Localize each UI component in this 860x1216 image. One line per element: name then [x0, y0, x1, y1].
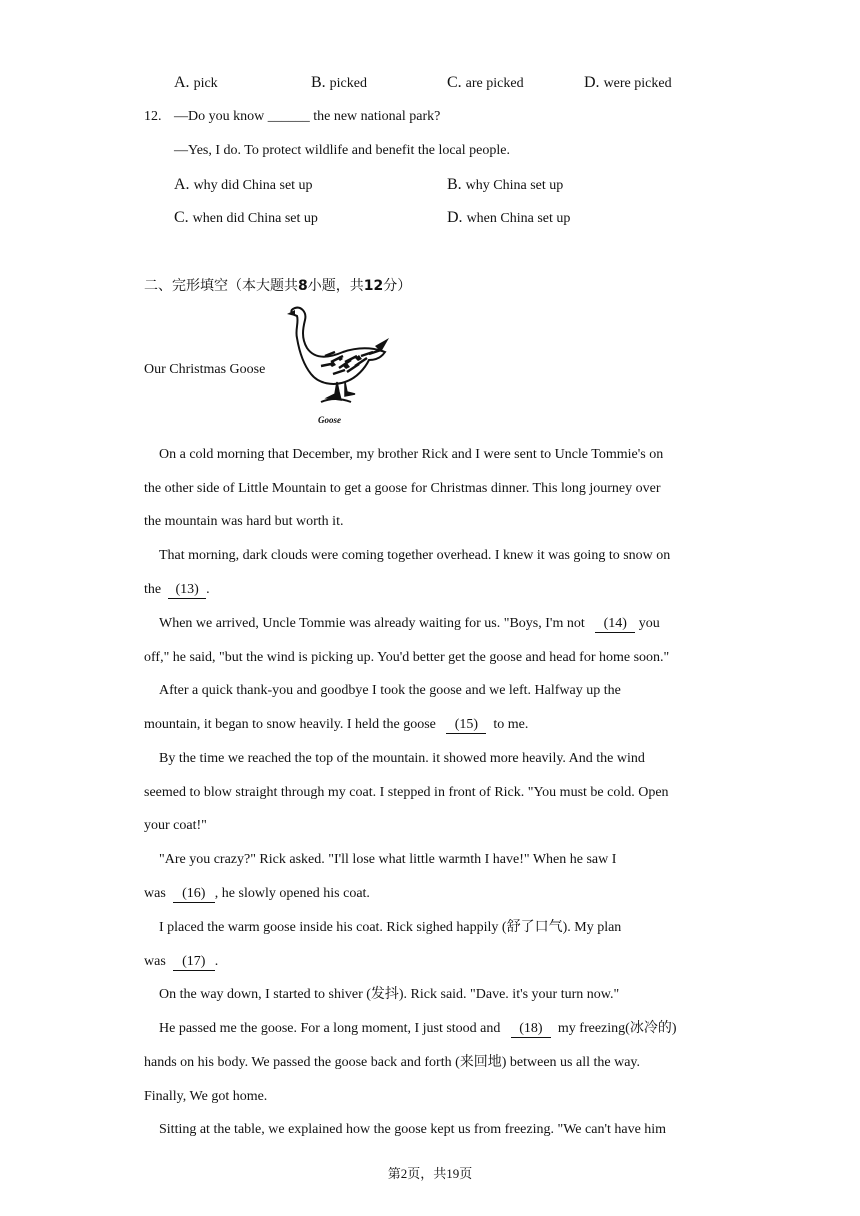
q11-option-a: A. pick	[174, 74, 218, 91]
q12-question: —Do you know ______ the new national park?	[174, 109, 441, 124]
passage-line: was (16) , he slowly opened his coat.	[144, 886, 370, 901]
blank-15[interactable]: (15)	[446, 717, 486, 734]
passage-line: On a cold morning that December, my brother Rick and I were sent to Uncle Tommie's on	[159, 447, 664, 462]
q12-answer-line: —Yes, I do. To protect wildlife and benefit the local people.	[174, 143, 510, 158]
goose-caption: Goose	[318, 415, 341, 425]
q11-option-c: C. are picked	[447, 74, 524, 91]
q12-option-a: A. why did China set up	[174, 176, 313, 193]
blank-13[interactable]: (13)	[168, 582, 206, 599]
q12-option-c: C. when did China set up	[174, 209, 318, 226]
passage-line: seemed to blow straight through my coat. I stepped in front of Rick. "You must be cold. Open	[144, 785, 669, 800]
passage-line: When we arrived, Uncle Tommie was already waiting for us. "Boys, I'm not (14) you	[159, 616, 660, 631]
q12-number: 12.	[144, 109, 162, 124]
passage-line: the mountain was hard but worth it.	[144, 514, 344, 529]
passage-line: "Are you crazy?" Rick asked. "I'll lose what little warmth I have!" When he saw I	[159, 852, 617, 867]
passage-line: the (13) .	[144, 582, 210, 597]
passage-title: Our Christmas Goose	[144, 362, 266, 377]
blank-17[interactable]: (17)	[173, 954, 215, 971]
passage-line: off," he said, "but the wind is picking up. You'd better get the goose and head for home soon."	[144, 650, 670, 665]
passage-line: Sitting at the table, we explained how the goose kept us from freezing. "We can't have him	[159, 1122, 667, 1137]
passage-line: Finally, We got home.	[144, 1089, 268, 1104]
blank-14[interactable]: (14)	[595, 616, 635, 633]
blank-16[interactable]: (16)	[173, 886, 215, 903]
passage-line: the other side of Little Mountain to get a goose for Christmas dinner. This long journey over	[144, 481, 661, 496]
q11-option-b: B. picked	[311, 74, 367, 91]
passage-line: That morning, dark clouds were coming together overhead. I knew it was going to snow on	[159, 548, 671, 563]
passage-line: After a quick thank-you and goodbye I took the goose and we left. Halfway up the	[159, 683, 621, 698]
page-footer: 第2页，共19页	[387, 1166, 473, 1181]
passage-line: hands on his body. We passed the goose back and forth (来回地) between us all the way.	[144, 1055, 641, 1070]
blank-18[interactable]: (18)	[511, 1021, 551, 1038]
q11-option-d: D. were picked	[584, 74, 672, 91]
passage-line: I placed the warm goose inside his coat. Rick sighed happily (舒了口气). My plan	[159, 920, 622, 935]
section-heading: 二、完形填空（本大题共8小题，共12分）	[144, 278, 412, 294]
passage-line: was (17) .	[144, 954, 219, 969]
passage-line: On the way down, I started to shiver (发抖). Rick said. "Dave. it's your turn now."	[159, 987, 620, 1002]
passage-line: By the time we reached the top of the mountain. it showed more heavily. And the wind	[159, 751, 645, 766]
q12-option-b: B. why China set up	[447, 176, 564, 193]
q12-option-d: D. when China set up	[447, 209, 571, 226]
passage-line: He passed me the goose. For a long moment, I just stood and (18) my freezing(冰冷的)	[159, 1021, 677, 1036]
passage-line: mountain, it began to snow heavily. I held the goose (15) to me.	[144, 717, 529, 732]
passage-line: your coat!"	[144, 818, 207, 833]
goose-illustration	[285, 306, 395, 410]
